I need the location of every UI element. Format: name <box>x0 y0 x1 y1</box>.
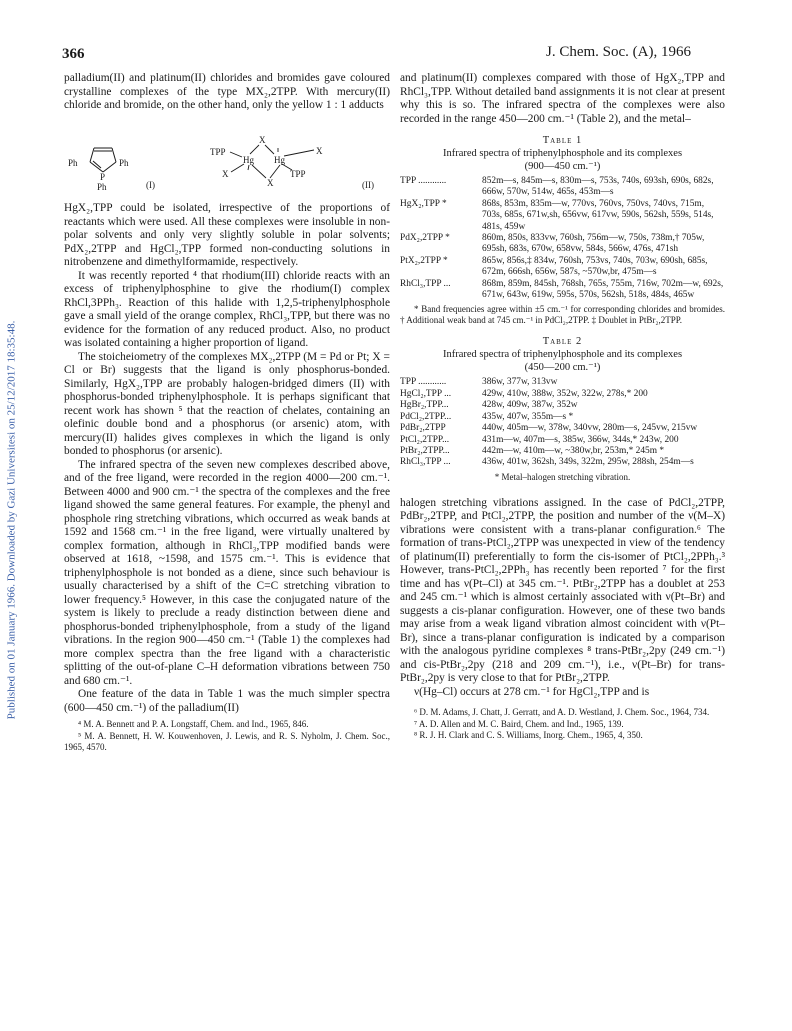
table2-caption <box>400 335 725 374</box>
hg-left: Hg <box>243 155 254 165</box>
table-row <box>400 233 725 256</box>
footnote-4: ⁴ M. A. Bennett and P. A. Longstaff, Chem. and Ind., 1965, 846. <box>78 719 309 729</box>
paragraph-4: The infrared spectra of the seven new complexes described above, and of the free ligand, were recorded in the region 4000—200 cm.⁻¹. Between 4000 and 900 cm.⁻¹ the spectra of the complexes and the free ligand showed the same general features. For example, the phenyl and phosphole ring stretching vibrations, which occurred as weak bands at 1592 and 1568 cm.⁻¹ in the free ligand, were virtually unaltered by complex formation, although in RhCl₃,TPP modified bands were observed at 1618, ~1598, and 1575 cm.⁻¹. This is evidence that triphenylphosphole is not bonded as a diene, since such behaviour is usually characterised by a shift of the C=C stretching vibration to lower frequency.⁵ However, in this case the conjugated nature of the system is likely to preclude a ready distinction between diene and phosphorus-bonded triphenylphosphole, from a study of the ligand vibrations. In the region 900—450 cm.⁻¹ (Table 1) the complexes had more complex spectra than the free ligand with a characteristic splitting of the out-of-plane C–H deformation vibrations between 750 and 680 cm.⁻¹. <box>64 458 390 687</box>
hg-right: Hg <box>274 155 285 165</box>
table-cell-compound: RhCl₃,TPP ... <box>400 457 451 468</box>
right-body-end: ν(Hg–Cl) occurs at 278 cm.⁻¹ for HgCl₂,TPP and is <box>414 685 650 698</box>
structure-i <box>90 148 116 172</box>
right-footnotes <box>400 707 725 742</box>
x-bridge-top: X <box>259 135 266 145</box>
table-cell-compound: HgX₂,TPP * <box>400 198 447 209</box>
p-atom-label: P <box>100 172 106 182</box>
table-row <box>400 377 725 388</box>
paragraph-5: One feature of the data in Table 1 was the much simpler spectra (600—450 cm.⁻¹) of the palladium(II) <box>64 688 390 714</box>
table-cell-compound: PdCl₂,2TPP... <box>400 411 452 422</box>
x-terminal-left: X <box>222 169 229 179</box>
tpp-label-bottom: TPP <box>290 169 306 179</box>
footnote-6: ⁶ D. M. Adams, J. Chatt, J. Gerratt, and A. D. Westland, J. Chem. Soc., 1964, 734. <box>414 707 710 718</box>
paragraph-3: The stoicheiometry of the complexes MX₂,2TPP (M = Pd or Pt; X = Cl or Br) suggests that the ligand is only phosphorus-bonded. Similarly, HgX₂,TPP are probably halogen-bridged dimers (II) with phosphorus-bonded triphenylphosphole. It is perhaps significant that recent work has shown ⁵ that the reaction of chelates, containing an olefinic double bond and a phosphorus (or arsenic) atom, with mercury(II) halides gives complexes in which the ligand is only bonded to phosphorus (or arsenic). <box>64 350 390 457</box>
paragraph-1: HgX₂,TPP could be isolated, irrespective of the proportions of reactants which were used. All these complexes were insoluble in non-polar solvents and only very slightly soluble in polar solvents; PdX₂,2TPP and HgCl₂,TPP formed non-conducting solutions in nitrobenzene and dimethylformamide, respectively. <box>64 202 390 268</box>
table-cell-compound: TPP ............ <box>400 176 447 186</box>
paragraph-2: It was recently reported ⁴ that rhodium(III) chloride reacts with an excess of triphenylphosphine to give the rhodium(I) complex RhCl,3PPh₃. Reaction of this halide with 1,2,5-triphenylphosphole gave a small yield of the orange complex, RhCl₃,TPP, but there was no evidence for the formation of any reduced product. Also, no product was isolated containing a higher proportion of ligand. <box>64 269 390 349</box>
footnote-8: ⁸ R. J. H. Clark and C. S. Williams, Inorg. Chem., 1965, 4, 350. <box>414 730 643 741</box>
table-cell-values: 431m—w, 407m—s, 385w, 366w, 344s,* 243w, 200 <box>482 434 679 445</box>
table-cell-values: 442m—w, 410m—w, ~380w,br, 253m,* 245m * <box>482 445 665 456</box>
right-body: halogen stretching vibrations assigned. In the case of PdCl₂,2TPP, PdBr₂,2TPP, and PtCl₂,2TPP, the position and number of the ν(M–X) vibrations were consistent with a trans-planar configuration.⁶ The formation of trans-PtCl₂,2TPP was unexpected in view of the tendency of platinum(II) preferentially to form the cis-isomer of PtCl₂,2PPh₃.³ However, trans-PtCl₂,2PPh₃ has recently been reported ⁷ for the first time and has ν(Pt–Cl) at 345 cm.⁻¹. PtBr₂,2TPP has a doublet at 253 and 245 cm.⁻¹ which is almost certainly associated with ν(Pt–Br) and suggests a cis-planar configuration. However, one of these two bands may arise from a weak ligand vibration almost coincident with ν(Pt–Br), since a trans-planar configuration is indicated by a comparison with the analogous pyridine complexes ⁸ trans-PtBr₂,2py (249 cm.⁻¹) and cis-PtBr₂,2py (218 and 209 cm.⁻¹), i.e., ν(Pt–Br) for trans-PtBr₂,2py is very close to that for PtBr₂,2TPP. <box>400 496 725 685</box>
left-column-intro <box>64 72 390 113</box>
table-row <box>400 423 725 434</box>
structures-svg <box>64 130 390 196</box>
table1-range: (900—450 cm.⁻¹) <box>524 161 601 172</box>
table1 <box>400 176 725 301</box>
table-row <box>400 176 725 199</box>
table-cell-compound: PtBr₂,2TPP... <box>400 445 450 456</box>
ph-left-label: Ph <box>68 158 78 168</box>
table-cell-values: 436w, 401w, 362sh, 349s, 322m, 295w, 288sh, 254m—s <box>482 457 694 468</box>
chemical-structures <box>64 130 390 196</box>
x-terminal-right: X <box>316 146 323 156</box>
table1-title: Infrared spectra of triphenylphosphole and its complexes <box>442 148 683 159</box>
structure-ii-label: (II) <box>362 180 374 190</box>
table2-range: (450—200 cm.⁻¹) <box>524 362 601 374</box>
table-cell-compound: TPP ............ <box>400 377 447 388</box>
table-cell-compound: PtX₂,2TPP * <box>400 255 448 266</box>
table-cell-compound: RhCl₃,TPP ... <box>400 278 451 289</box>
table2-label: Table 2 <box>542 336 583 348</box>
right-intro: and platinum(II) complexes compared with those of HgX₂,TPP and RhCl₃,TPP. Without detailed band assignments it is not clear at present why this is so. The infrared spectra of the complexes were also recorded in the range 450—200 cm.⁻¹ (Table 2), and the metal– <box>400 72 725 125</box>
table-cell-values: 386w, 377w, 313vw <box>482 377 558 388</box>
table-cell-values: 428w, 409w, 387w, 352w <box>482 400 578 411</box>
table2 <box>400 377 725 468</box>
table-cell-compound: PdBr₂,2TPP <box>400 423 446 434</box>
table-cell-compound: PtCl₂,2TPP... <box>400 434 450 445</box>
table-row <box>400 199 725 233</box>
table-cell-values: 435w, 407w, 355m—s * <box>482 411 574 422</box>
left-footnotes <box>64 719 390 754</box>
table-row <box>400 279 725 302</box>
table2-footnote: * Metal–halogen stretching vibration. <box>494 471 631 482</box>
table-cell-compound: PdX₂,2TPP * <box>400 233 450 244</box>
table1-caption <box>400 134 725 173</box>
table-cell-compound: HgBr₂,TPP... <box>400 400 449 411</box>
table-row <box>400 446 725 457</box>
table2-title: Infrared spectra of triphenylphosphole and its complexes <box>442 349 683 361</box>
tpp-label-top: TPP <box>210 147 226 157</box>
table-row <box>400 389 725 400</box>
ph-right-label: Ph <box>119 158 129 168</box>
right-column <box>400 72 725 742</box>
table-cell-values: 429w, 410w, 388w, 352w, 322w, 278s,* 200 <box>482 388 648 399</box>
intro-paragraph: palladium(II) and platinum(II) chlorides and bromides gave coloured crystalline complexes of the type MX₂,2TPP. With mercury(II) chloride and bromide, on the other hand, only the yellow 1 : 1 adducts <box>64 72 390 111</box>
table-cell-values: 868m, 859m, 845sh, 768sh, 765s, 755m, 716w, 702m—w, 692s, 671w, 643w, 619w, 595s, 570s, 562sh, 518s, 484s, 465w <box>482 278 724 301</box>
table-cell-values: 860m, 850s, 833vw, 760sh, 756m—w, 750s, 738m,† 705w, 695sh, 683s, 670w, 658vw, 584s, 566w, 476s, 471sh <box>482 233 705 255</box>
table-row <box>400 435 725 446</box>
download-stamp <box>4 150 18 890</box>
download-stamp-text[interactable]: Published on 01 January 1966. Downloaded by Gazi Universitesi on 25/12/2017 18:35:48. <box>5 320 17 720</box>
left-column-body <box>64 202 390 754</box>
table1-footnote: * Band frequencies agree within ±5 cm.⁻¹ for corresponding chlorides and bromides. † Additional weak band at 745 cm.⁻¹ in PdCl₂,2TPP. ‡ Doublet in PtBr₂,2TPP. <box>400 304 725 326</box>
page-number: 366 <box>62 46 85 62</box>
table-cell-values: 440w, 405m—w, 378w, 340vw, 280m—s, 245vw, 215vw <box>482 423 698 434</box>
table-row <box>400 400 725 411</box>
footnote-7: ⁷ A. D. Allen and M. C. Baird, Chem. and Ind., 1965, 139. <box>414 718 624 729</box>
table-cell-values: 868s, 853m, 835m—w, 770vs, 760vs, 750vs, 740vs, 715m, 703s, 685s, 671w,sh, 656vw, 617vw, 590s, 562sh, 559s, 514s, 481s, 459w <box>482 198 714 232</box>
ph-bottom-label: Ph <box>97 182 107 192</box>
table1-label: Table 1 <box>542 135 583 146</box>
table-row <box>400 412 725 423</box>
footnote-5: ⁵ M. A. Bennett, H. W. Kouwenhoven, J. Lewis, and R. S. Nyholm, J. Chem. Soc., 1965, 4570. <box>64 730 390 752</box>
table-cell-values: 865w, 856s,‡ 834w, 760sh, 753vs, 740s, 703w, 690sh, 685s, 672m, 666sh, 656w, 587s, ~570w,br, 475m—s <box>482 255 708 278</box>
table-cell-compound: HgCl₂,TPP ... <box>400 388 452 399</box>
structure-i-label: (I) <box>146 180 155 190</box>
table-cell-values: 852m—s, 845m—s, 830m—s, 753s, 740s, 693sh, 690s, 682s, 666w, 570w, 514w, 465s, 453m—s <box>482 176 714 198</box>
table-row <box>400 457 725 468</box>
journal-title: J. Chem. Soc. (A), 1966 <box>546 44 691 60</box>
table-row <box>400 256 725 279</box>
x-bridge-bottom: X <box>267 178 274 188</box>
